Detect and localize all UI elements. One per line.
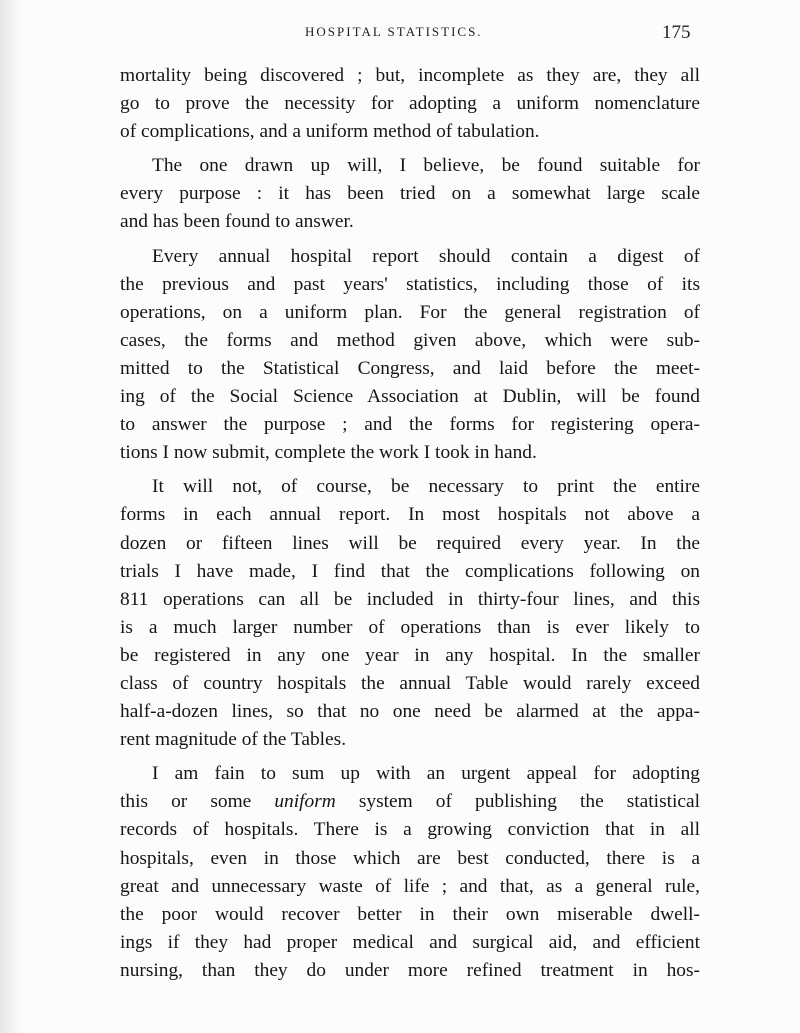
paragraph-2 <box>120 152 700 236</box>
text-line: ings if they had proper medical and surgical aid, and efficient <box>120 931 700 953</box>
text-line: tions I now submit, complete the work I took in hand. <box>120 442 537 464</box>
paragraph-5 <box>120 760 700 985</box>
running-title: HOSPITAL STATISTICS. <box>305 24 483 39</box>
text-line: I am fain to sum up with an urgent appeal for adopting <box>152 763 700 785</box>
text-line: ing of the Social Science Association at Dublin, will be found <box>120 386 700 408</box>
text-line: the poor would recover better in their own miserable dwell- <box>120 903 700 925</box>
text-line: be registered in any one year in any hospital. In the smaller <box>120 644 700 666</box>
text-line: and has been found to answer. <box>120 211 354 233</box>
text-run: system of publishing the statistical <box>335 791 700 813</box>
text-line: records of hospitals. There is a growing conviction that in all <box>120 819 700 841</box>
text-line: mitted to the Statistical Congress, and laid before the meet- <box>120 357 700 379</box>
text-line: The one drawn up will, I believe, be found suitable for <box>152 155 700 177</box>
page-number: 175 <box>662 22 691 43</box>
text-line: great and unnecessary waste of life ; and that, as a general rule, <box>120 875 700 897</box>
paragraph-4 <box>120 473 700 754</box>
text-line: the previous and past years' statistics, including those of its <box>120 273 700 295</box>
text-line: half-a-dozen lines, so that no one need be alarmed at the appa- <box>120 701 700 723</box>
text-line: class of country hospitals the annual Table would rarely exceed <box>120 672 700 694</box>
text-line: to answer the purpose ; and the forms for registering opera- <box>120 414 700 436</box>
paragraph-1 <box>120 62 700 146</box>
text-line: is a much larger number of operations than is ever likely to <box>120 616 700 638</box>
running-head <box>0 22 800 44</box>
paragraph-3 <box>120 243 700 468</box>
text-line: of complications, and a uniform method of tabulation. <box>120 121 540 143</box>
text-line: trials I have made, I find that the complications following on <box>120 560 700 582</box>
text-line: cases, the forms and method given above, which were sub- <box>120 329 700 351</box>
text-line: mortality being discovered ; but, incomplete as they are, they all <box>120 65 700 86</box>
text-line: Every annual hospital report should contain a digest of <box>152 245 700 267</box>
text-line: It will not, of course, be necessary to print the entire <box>152 476 700 498</box>
text-line: 811 operations can all be included in thirty-four lines, and this <box>120 588 700 610</box>
text-line: rent magnitude of the Tables. <box>120 729 347 751</box>
body-text <box>120 62 700 985</box>
text-line: go to prove the necessity for adopting a uniform nomenclature <box>120 93 700 115</box>
text-line: nursing, than they do under more refined treatment in hos- <box>120 959 700 981</box>
binding-gutter-shadow <box>0 0 22 1033</box>
text-line: forms in each annual report. In most hospitals not above a <box>120 504 700 526</box>
text-line: operations, on a uniform plan. For the general registration of <box>120 301 700 323</box>
text-line: dozen or fifteen lines will be required every year. In the <box>120 532 700 554</box>
text-line-with-emphasis <box>120 788 700 816</box>
emphasized-word: uniform <box>274 791 336 813</box>
text-run: this or some <box>120 791 275 813</box>
text-line: hospitals, even in those which are best conducted, there is a <box>120 847 700 869</box>
text-line: every purpose : it has been tried on a somewhat large scale <box>120 183 700 205</box>
